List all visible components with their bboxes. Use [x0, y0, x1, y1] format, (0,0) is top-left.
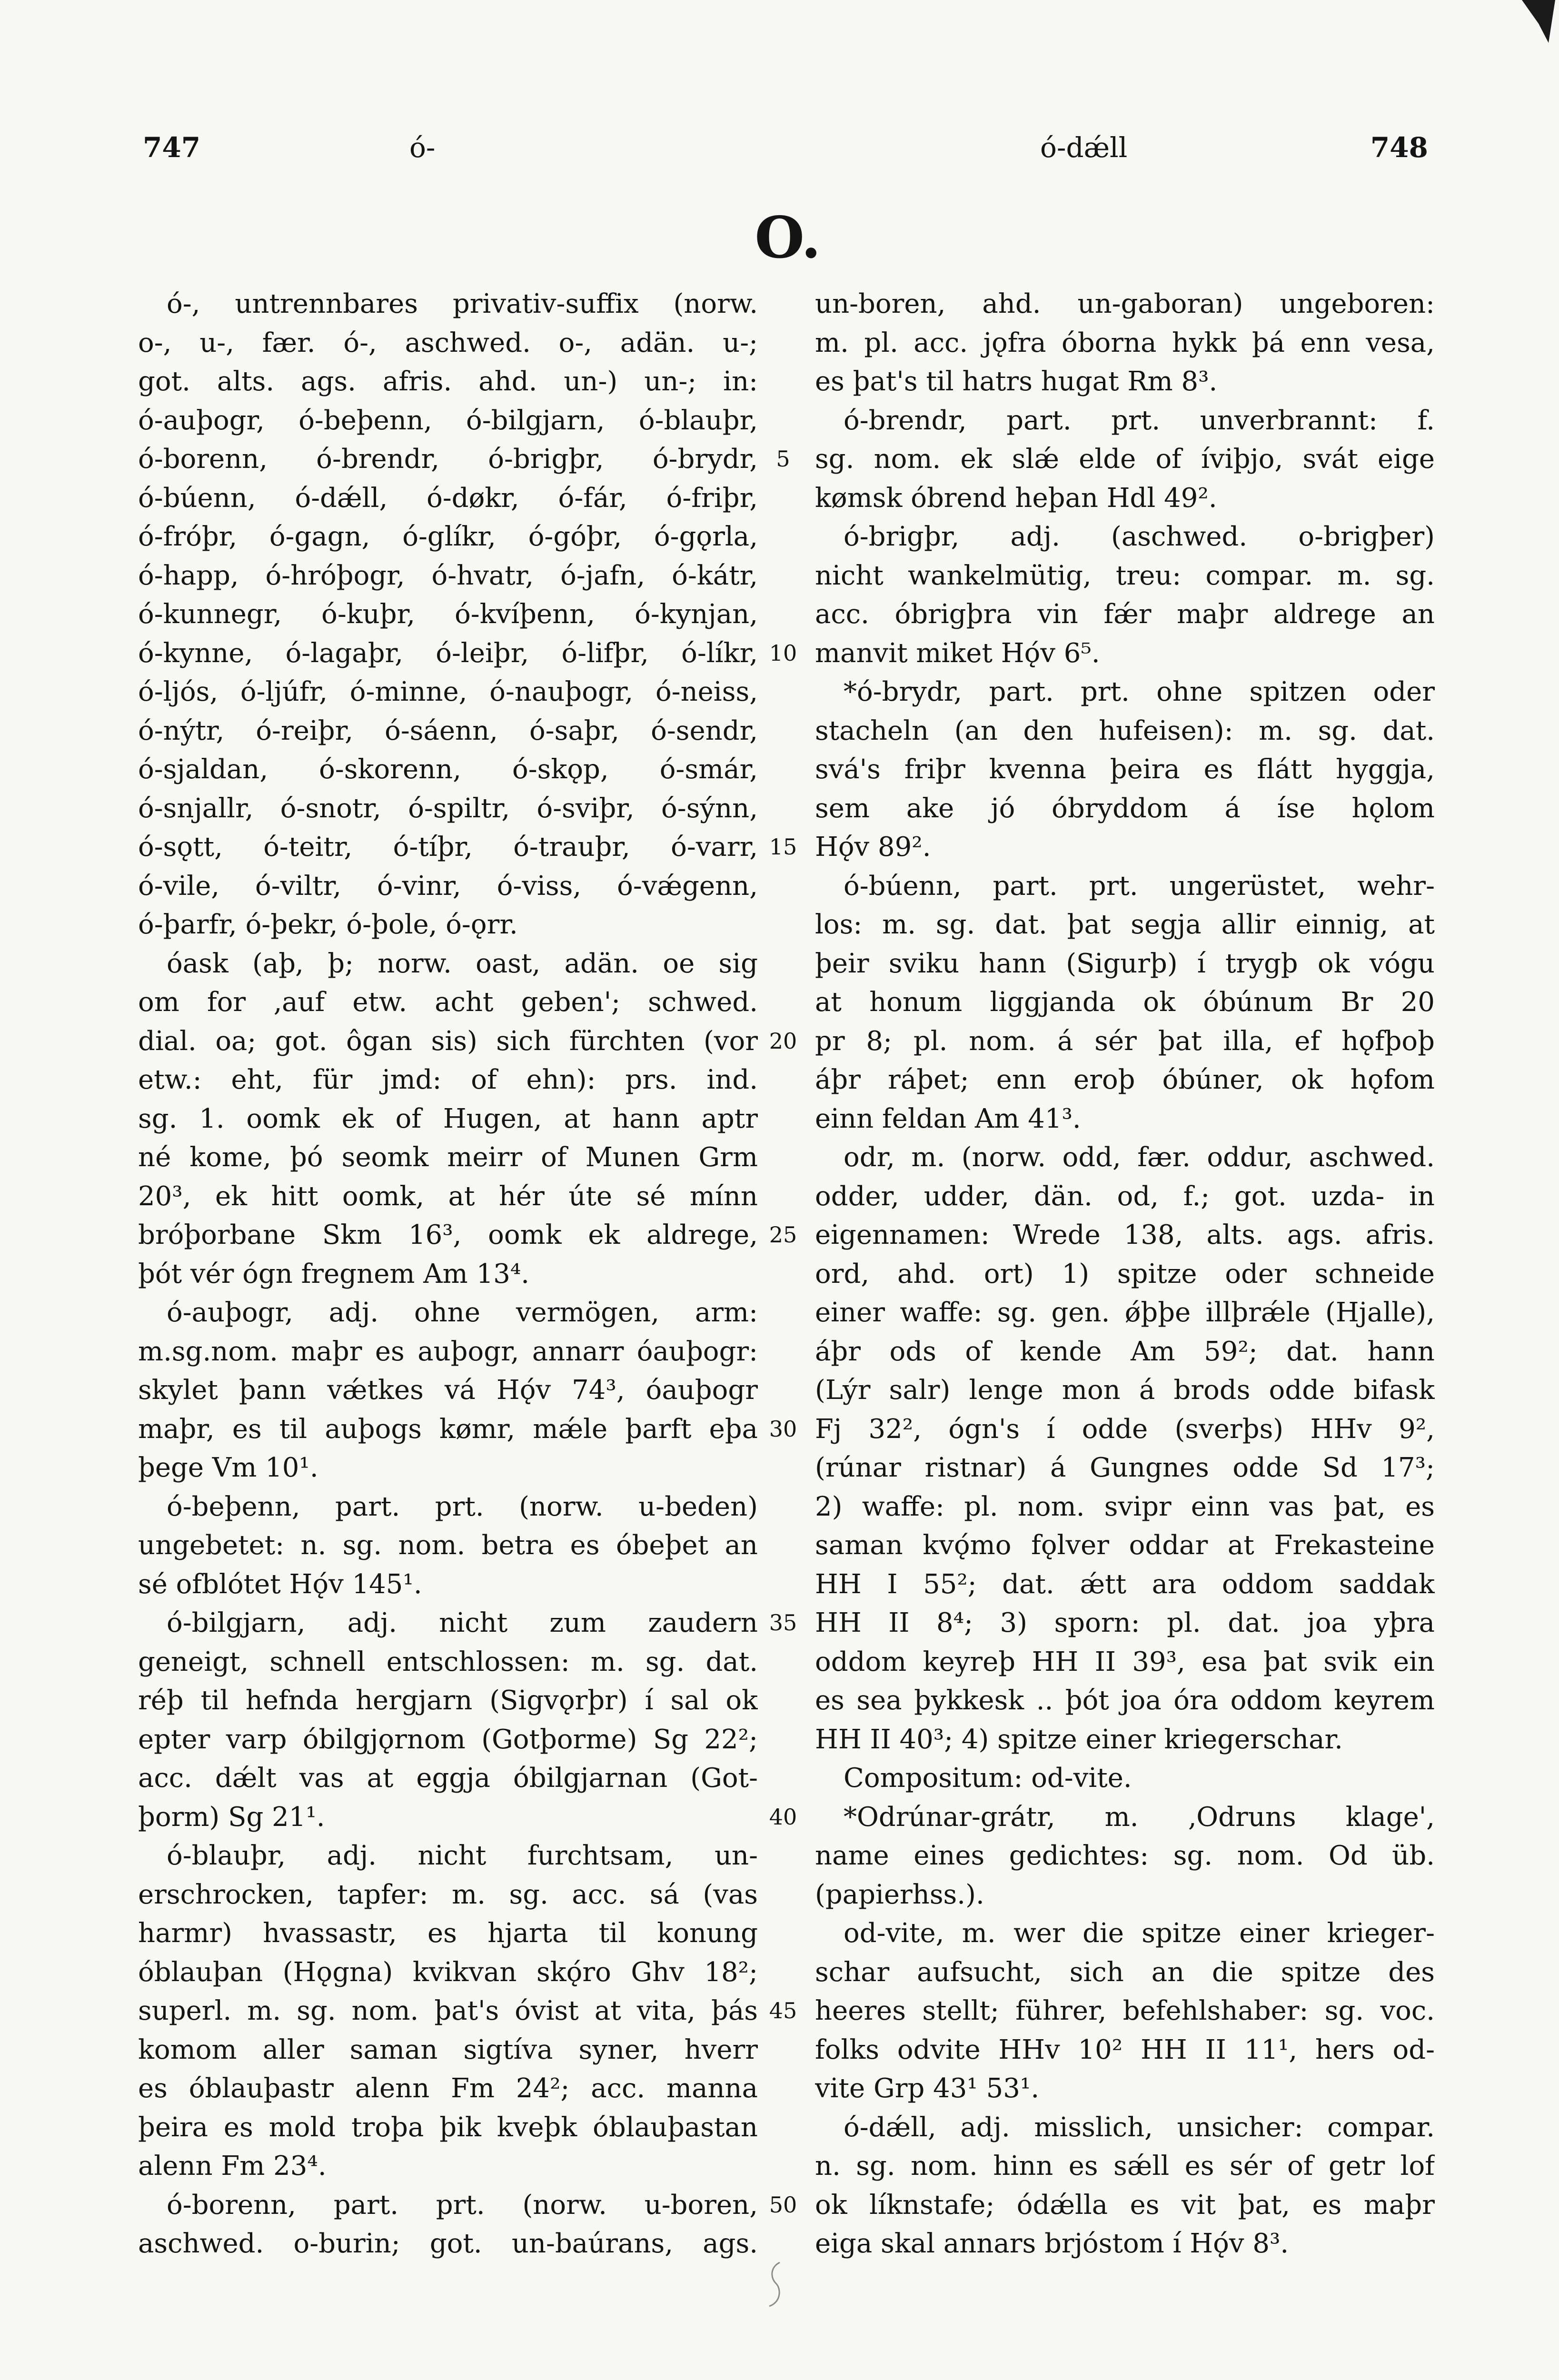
text-line: ó-kynne, ó-lagaþr, ó-leiþr, ó-lifþr, ó-líkr, — [138, 637, 758, 669]
text-line: los: m. sg. dat. þat segja allir einnig, at — [815, 909, 1435, 940]
text-line: HH II 8⁴; 3) sporn: pl. dat. joa yþra — [815, 1607, 1435, 1638]
text-line: m.sg.nom. maþr es auþogr, annarr óauþogr: — [138, 1336, 758, 1367]
line-number: 45 — [769, 1998, 797, 2023]
text-line: (rúnar ristnar) á Gungnes odde Sd 17³; — [815, 1452, 1435, 1483]
line-number: 20 — [769, 1028, 797, 1054]
text-line: HH II 40³; 4) spitze einer kriegerschar. — [815, 1724, 1343, 1755]
text-line: harmr) hvassastr, es hjarta til konung — [138, 1918, 758, 1949]
text-line: epter varp óbilgjǫrnom (Gotþorme) Sg 22²; — [138, 1724, 758, 1755]
page-number-right: 748 — [1370, 131, 1428, 164]
text-line: o-, u-, fær. ó-, aschwed. o-, adän. u-; — [138, 327, 758, 358]
text-line: ó-nýtr, ó-reiþr, ó-sáenn, ó-saþr, ó-sendr, — [138, 715, 758, 746]
text-line: ó-búenn, ó-dǽll, ó-døkr, ó-fár, ó-friþr, — [138, 482, 758, 514]
text-line: pr 8; pl. nom. á sér þat illa, ef hǫfþoþ — [815, 1025, 1435, 1057]
text-line: m. pl. acc. jǫfra óborna hykk þá enn vesa, — [815, 327, 1435, 358]
text-line: skylet þann vǽtkes vá Hǫ́v 74³, óauþogr — [138, 1375, 758, 1406]
text-line: þót vér ógn fregnem Am 13⁴. — [138, 1258, 530, 1289]
running-header — [143, 129, 1428, 167]
text-line: aschwed. o-burin; got. un-baúrans, ags. — [138, 2228, 758, 2259]
text-line: un-boren, ahd. un-gaboran) ungeboren: — [815, 288, 1435, 319]
text-line: ó-snjallr, ó-snotr, ó-spiltr, ó-sviþr, ó-sýnn, — [138, 793, 758, 824]
text-line: dial. oa; got. ôgan sis) sich fürchten (vor — [138, 1025, 758, 1057]
line-number: 15 — [769, 834, 797, 860]
text-line: ó-auþogr, adj. ohne vermögen, arm: — [167, 1297, 758, 1328]
text-line: geneigt, schnell entschlossen: m. sg. dat. — [138, 1646, 758, 1677]
text-line: Hǫ́v 89². — [815, 832, 931, 863]
text-line: ó-beþenn, part. prt. (norw. u-beden) — [167, 1491, 758, 1522]
text-line: ó-ljós, ó-ljúfr, ó-minne, ó-nauþogr, ó-neiss, — [138, 676, 758, 707]
text-line: alenn Fm 23⁴. — [138, 2151, 327, 2182]
text-line: ó-auþogr, ó-beþenn, ó-bilgjarn, ó-blauþr, — [138, 405, 758, 436]
text-line: manvit miket Hǫ́v 6⁵. — [815, 637, 1100, 669]
text-line: acc. dǽlt vas at eggja óbilgjarnan (Got- — [138, 1763, 758, 1794]
text-line: HH I 55²; dat. ǽtt ara oddom saddak — [815, 1568, 1435, 1600]
text-line: nicht wankelmütig, treu: compar. m. sg. — [815, 560, 1435, 591]
left-column — [138, 285, 758, 2263]
text-line: schar aufsucht, sich an die spitze des — [815, 1956, 1435, 1988]
pencil-mark — [762, 2259, 790, 2311]
line-number: 10 — [769, 640, 797, 666]
text-line: folks odvite HHv 10² HH II 11¹, hers od- — [815, 2034, 1435, 2065]
text-line: ó-dǽll, adj. misslich, unsicher: compar. — [844, 2112, 1435, 2143]
text-line: sé ofblótet Hǫ́v 145¹. — [138, 1568, 422, 1600]
text-line: acc. óbrigþra vin fǽr maþr aldrege an — [815, 599, 1435, 630]
line-number: 25 — [769, 1222, 797, 1248]
text-line: erschrocken, tapfer: m. sg. acc. sá (vas — [138, 1879, 758, 1910]
text-line: komom aller saman sigtíva syner, hverr — [138, 2034, 758, 2065]
text-line: ó-fróþr, ó-gagn, ó-glíkr, ó-góþr, ó-gǫrla, — [138, 521, 758, 552]
text-line: ó-happ, ó-hróþogr, ó-hvatr, ó-jafn, ó-kátr, — [138, 560, 758, 591]
text-line: þorm) Sg 21¹. — [138, 1801, 325, 1833]
right-column — [815, 285, 1435, 2263]
line-number: 50 — [769, 2192, 797, 2218]
catchword-right: ó-dǽll — [1040, 131, 1128, 164]
text-line: áþr ráþet; enn eroþ óbúner, ok hǫfom — [815, 1064, 1435, 1095]
text-line: sg. 1. oomk ek of Hugen, at hann aptr — [138, 1103, 758, 1134]
text-line: Fj 32², ógn's í odde (sverþs) HHv 9², — [815, 1413, 1435, 1445]
text-line: ó-borenn, ó-brendr, ó-brigþr, ó-brydr, — [138, 444, 758, 475]
text-line: eiga skal annars brjóstom í Hǫ́v 8³. — [815, 2228, 1289, 2259]
section-letter: O. — [755, 204, 821, 271]
text-line: sg. nom. ek slǽ elde of íviþjo, svát eige — [815, 444, 1435, 475]
text-line: réþ til hefnda hergjarn (Sigvǫrþr) í sal ok — [138, 1685, 758, 1716]
text-line: (papierhss.). — [815, 1879, 984, 1910]
text-line: ó-brigþr, adj. (aschwed. o-brigþer) — [844, 521, 1435, 552]
text-line: got. alts. ags. afris. ahd. un-) un-; in: — [138, 366, 758, 397]
text-line: odr, m. (norw. odd, fær. oddur, aschwed. — [844, 1142, 1435, 1173]
text-line: *ó-brydr, part. prt. ohne spitzen oder — [844, 676, 1435, 707]
text-line: óblauþan (Hǫgna) kvikvan skǫ́ro Ghv 18²; — [138, 1956, 758, 1988]
text-line: om for ‚auf etw. acht geben'; schwed. — [138, 987, 758, 1018]
text-line: ó-búenn, part. prt. ungerüstet, wehr- — [844, 870, 1435, 902]
text-line: es sea þykkesk .. þót joa óra oddom keyrem — [815, 1685, 1435, 1716]
text-line: svá's friþr kvenna þeira es flátt hyggja, — [815, 754, 1435, 785]
text-line: heeres stellt; führer, befehlshaber: sg. voc. — [815, 1995, 1435, 2026]
text-line: od-vite, m. wer die spitze einer krieger- — [844, 1918, 1435, 1949]
text-line: einer waffe: sg. gen. ǿþþe illþrǽle (Hjalle), — [815, 1297, 1435, 1328]
text-line: es óblauþastr alenn Fm 24²; acc. manna — [138, 2073, 758, 2104]
text-line: odder, udder, dän. od, f.; got. uzda- in — [815, 1180, 1435, 1212]
text-line: eigennamen: Wrede 138, alts. ags. afris. — [815, 1220, 1435, 1250]
text-line: ó-þarfr, ó-þekr, ó-þole, ó-ǫrr. — [138, 909, 518, 940]
line-number: 30 — [769, 1416, 797, 1442]
text-line: ó-borenn, part. prt. (norw. u-boren, — [167, 2189, 758, 2221]
text-line: es þat's til hatrs hugat Rm 8³. — [815, 366, 1218, 397]
text-line: einn feldan Am 41³. — [815, 1103, 1081, 1134]
text-line: ó-brendr, part. prt. unverbrannt: f. — [844, 405, 1435, 436]
text-line: Compositum: od-vite. — [844, 1763, 1132, 1794]
text-line: 2) waffe: pl. nom. svipr einn vas þat, es — [815, 1491, 1435, 1522]
text-line: name eines gedichtes: sg. nom. Od üb. — [815, 1840, 1435, 1871]
text-line: sem ake jó óbryddom á íse hǫlom — [815, 793, 1435, 824]
text-line: þege Vm 10¹. — [138, 1452, 318, 1483]
text-line: ó-vile, ó-viltr, ó-vinr, ó-viss, ó-vǽgenn, — [138, 870, 758, 902]
text-line: etw.: eht, für jmd: of ehn): prs. ind. — [138, 1064, 758, 1095]
page-corner-mark — [1522, 0, 1555, 43]
text-line: saman kvǫ́mo fǫlver oddar at Frekasteine — [815, 1530, 1435, 1561]
text-line: bróþorbane Skm 16³, oomk ek aldrege, — [138, 1220, 758, 1250]
text-line: maþr, es til auþogs kømr, mǽle þarft eþa — [138, 1413, 758, 1445]
text-line: þeira es mold troþa þik kveþk óblauþastan — [138, 2112, 758, 2143]
text-line: (Lýr salr) lenge mon á brods odde bifask — [815, 1375, 1435, 1406]
text-line: ungebetet: n. sg. nom. betra es óbeþet an — [138, 1530, 758, 1561]
text-line: superl. m. sg. nom. þat's óvist at vita, þás — [138, 1995, 758, 2026]
text-line: ó-sjaldan, ó-skorenn, ó-skǫp, ó-smár, — [138, 754, 758, 785]
text-line: at honum liggjanda ok óbúnum Br 20 — [815, 987, 1435, 1018]
text-line: n. sg. nom. hinn es sǽll es sér of getr lof — [815, 2151, 1435, 2182]
line-number: 40 — [769, 1804, 797, 1830]
catchword-left: ó- — [409, 131, 436, 164]
text-line: áþr ods of kende Am 59²; dat. hann — [815, 1336, 1435, 1367]
text-line: ó-kunnegr, ó-kuþr, ó-kvíþenn, ó-kynjan, — [138, 599, 758, 630]
text-line: kømsk óbrend heþan Hdl 49². — [815, 482, 1217, 514]
text-line: 20³, ek hitt oomk, at hér úte sé mínn — [138, 1180, 758, 1212]
text-line: ó-bilgjarn, adj. nicht zum zaudern — [167, 1607, 758, 1638]
text-line: ord, ahd. ort) 1) spitze oder schneide — [815, 1258, 1435, 1289]
line-number: 5 — [776, 446, 790, 472]
text-line: ó-sǫtt, ó-teitr, ó-tíþr, ó-trauþr, ó-varr, — [138, 832, 758, 863]
text-line: þeir sviku hann (Sigurþ) í trygþ ok vógu — [815, 948, 1435, 979]
text-line: ó-blauþr, adj. nicht furchtsam, un- — [167, 1840, 758, 1871]
text-line: stacheln (an den hufeisen): m. sg. dat. — [815, 715, 1435, 746]
text-line: vite Grp 43¹ 53¹. — [815, 2073, 1040, 2104]
text-line: óask (aþ, þ; norw. oast, adän. oe sig — [167, 948, 758, 979]
text-line: oddom keyreþ HH II 39³, esa þat svik ein — [815, 1646, 1435, 1677]
page-number-left: 747 — [143, 131, 201, 164]
text-line: *Odrúnar-grátr, m. ‚Odruns klage', — [844, 1801, 1435, 1833]
text-line: ó-, untrennbares privativ-suffix (norw. — [167, 288, 758, 319]
line-number: 35 — [769, 1610, 797, 1636]
text-line: ok líknstafe; ódǽlla es vit þat, es maþr — [815, 2189, 1435, 2221]
text-line: né kome, þó seomk meirr of Munen Grm — [138, 1142, 758, 1173]
